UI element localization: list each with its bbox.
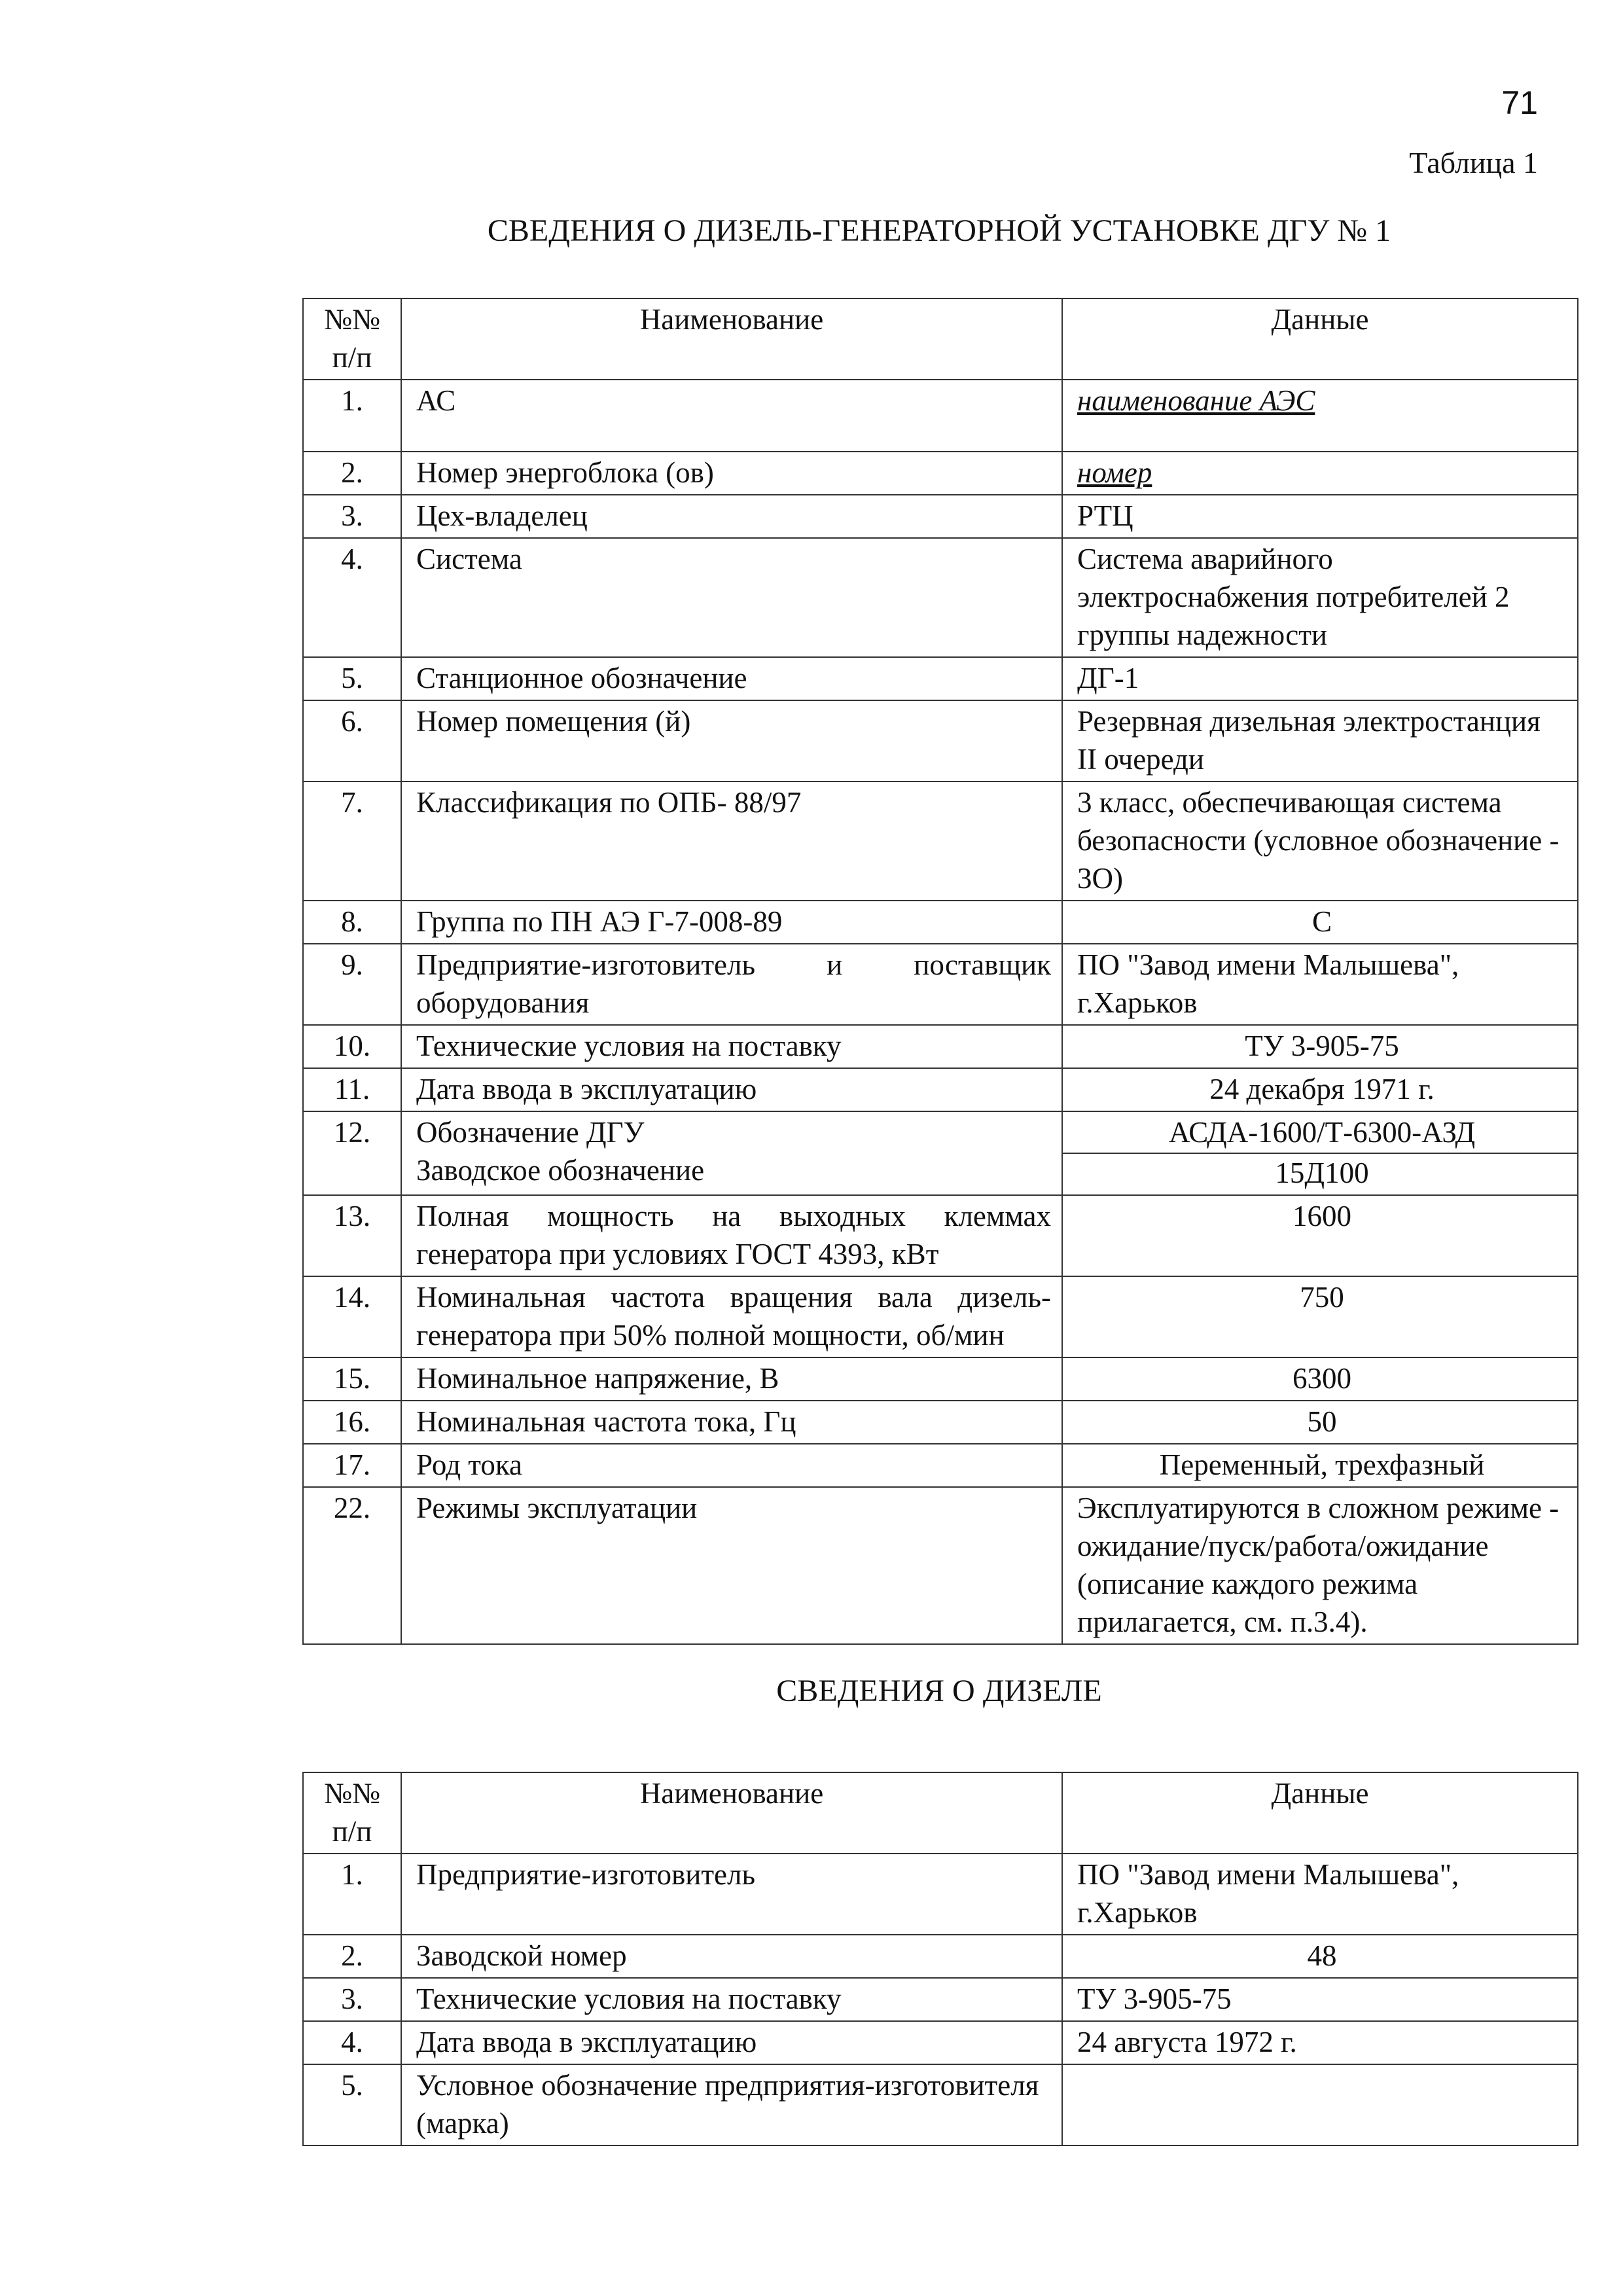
row-data: Эксплуатируются в сложном режиме - ожидание/пуск/работа/ожидание (описание каждого режима прилагается, см. п.3.4).	[1062, 1487, 1578, 1644]
table-row	[303, 657, 1578, 700]
row-name: Полная мощность на выходных клеммах генератора при условиях ГОСТ 4393, кВт	[401, 1195, 1062, 1276]
row-data: Система аварийного электроснабжения потребителей 2 группы надежности	[1062, 538, 1578, 657]
table-row	[303, 700, 1578, 781]
row-name: Дата ввода в эксплуатацию	[401, 1068, 1062, 1111]
header-data: Данные	[1062, 1772, 1578, 1854]
table-row	[303, 1935, 1578, 1978]
row-data: Переменный, трехфазный	[1062, 1444, 1578, 1487]
row-num: 5.	[303, 657, 401, 700]
row-data-line2: 15Д100	[1063, 1153, 1577, 1192]
table-row	[303, 380, 1578, 452]
row-name: Цех-владелец	[401, 495, 1062, 538]
row-num: 3.	[303, 495, 401, 538]
row-num: 4.	[303, 538, 401, 657]
table-header-row	[303, 298, 1578, 380]
row-num: 12.	[303, 1111, 401, 1195]
row-num: 10.	[303, 1025, 401, 1068]
row-name: Предприятие-изготовитель	[401, 1854, 1062, 1935]
diesel-info-table	[302, 1772, 1578, 2146]
row-name: Технические условия на поставку	[401, 1025, 1062, 1068]
row-num: 1.	[303, 1854, 401, 1935]
row-data	[1062, 2064, 1578, 2145]
header-name: Наименование	[401, 1772, 1062, 1854]
table-row	[303, 1111, 1578, 1195]
row-data: ТУ 3-905-75	[1062, 1978, 1578, 2021]
table-caption: Таблица 1	[1409, 146, 1538, 179]
table-row	[303, 538, 1578, 657]
table-row	[303, 1068, 1578, 1111]
row-name	[401, 1111, 1062, 1195]
row-data: 1600	[1062, 1195, 1578, 1276]
table-header-row	[303, 1772, 1578, 1854]
row-num: 14.	[303, 1276, 401, 1357]
row-name: Род тока	[401, 1444, 1062, 1487]
section-title-diesel: СВЕДЕНИЯ О ДИЗЕЛЕ	[776, 1674, 1102, 1708]
table-row	[303, 2021, 1578, 2064]
row-num: 15.	[303, 1357, 401, 1401]
row-data: 50	[1062, 1401, 1578, 1444]
row-num: 8.	[303, 901, 401, 944]
table-row	[303, 1195, 1578, 1276]
row-name: Дата ввода в эксплуатацию	[401, 2021, 1062, 2064]
row-data-text: номер	[1077, 456, 1152, 489]
dgu-info-table	[302, 298, 1578, 1645]
table-row	[303, 1487, 1578, 1644]
row-name: АС	[401, 380, 1062, 452]
section-title-dgu: СВЕДЕНИЯ О ДИЗЕЛЬ-ГЕНЕРАТОРНОЙ УСТАНОВКЕ ДГУ № 1	[487, 213, 1391, 248]
table-row	[303, 2064, 1578, 2145]
row-data: ДГ-1	[1062, 657, 1578, 700]
row-name: Заводской номер	[401, 1935, 1062, 1978]
row-num: 9.	[303, 944, 401, 1025]
row-name: Номинальное напряжение, В	[401, 1357, 1062, 1401]
row-num: 13.	[303, 1195, 401, 1276]
row-num: 6.	[303, 700, 401, 781]
row-name: Станционное обозначение	[401, 657, 1062, 700]
table-row	[303, 781, 1578, 901]
row-name: Технические условия на поставку	[401, 1978, 1062, 2021]
row-data: 24 декабря 1971 г.	[1062, 1068, 1578, 1111]
row-num: 3.	[303, 1978, 401, 2021]
row-num: 4.	[303, 2021, 401, 2064]
row-data: ТУ 3-905-75	[1062, 1025, 1578, 1068]
row-name: Классификация по ОПБ- 88/97	[401, 781, 1062, 901]
table-row	[303, 944, 1578, 1025]
row-num: 17.	[303, 1444, 401, 1487]
header-data: Данные	[1062, 298, 1578, 380]
row-data: 48	[1062, 1935, 1578, 1978]
row-num: 7.	[303, 781, 401, 901]
table-row	[303, 1978, 1578, 2021]
table-row	[303, 1444, 1578, 1487]
header-num: №№ п/п	[303, 1772, 401, 1854]
row-num: 11.	[303, 1068, 401, 1111]
table-row	[303, 1276, 1578, 1357]
row-num: 1.	[303, 380, 401, 452]
row-num: 5.	[303, 2064, 401, 2145]
row-data: 6300	[1062, 1357, 1578, 1401]
header-name: Наименование	[401, 298, 1062, 380]
row-data: Резервная дизельная электростанция II очереди	[1062, 700, 1578, 781]
row-num: 16.	[303, 1401, 401, 1444]
row-num: 2.	[303, 452, 401, 495]
row-data: ПО "Завод имени Малышева", г.Харьков	[1062, 944, 1578, 1025]
row-data	[1062, 380, 1578, 452]
table-row	[303, 452, 1578, 495]
row-name: Режимы эксплуатации	[401, 1487, 1062, 1644]
row-data: РТЦ	[1062, 495, 1578, 538]
row-name: Система	[401, 538, 1062, 657]
table-row	[303, 495, 1578, 538]
table-row	[303, 1357, 1578, 1401]
row-name: Номинальная частота вращения вала дизель-генератора при 50% полной мощности, об/мин	[401, 1276, 1062, 1357]
row-data	[1062, 452, 1578, 495]
row-data: ПО "Завод имени Малышева", г.Харьков	[1062, 1854, 1578, 1935]
row-name: Группа по ПН АЭ Г-7-008-89	[401, 901, 1062, 944]
page-number: 71	[1501, 84, 1538, 121]
table-row	[303, 1025, 1578, 1068]
row-data	[1062, 1111, 1578, 1195]
row-data-line1: АСДА-1600/Т-6300-АЗД	[1168, 1116, 1476, 1149]
table-row	[303, 1401, 1578, 1444]
row-name: Предприятие-изготовитель и поставщик оборудования	[401, 944, 1062, 1025]
row-data: 3 класс, обеспечивающая система безопасности (условное обозначение - 3О)	[1062, 781, 1578, 901]
row-num: 2.	[303, 1935, 401, 1978]
row-data-text: наименование АЭС	[1077, 384, 1315, 417]
row-name: Номер энергоблока (ов)	[401, 452, 1062, 495]
row-name: Условное обозначение предприятия-изготовителя (марка)	[401, 2064, 1062, 2145]
row-name-line1: Обозначение ДГУ	[416, 1116, 645, 1149]
row-data: С	[1062, 901, 1578, 944]
table-row	[303, 1854, 1578, 1935]
row-num: 22.	[303, 1487, 401, 1644]
row-name-line2: Заводское обозначение	[416, 1154, 705, 1187]
row-data: 24 августа 1972 г.	[1062, 2021, 1578, 2064]
row-name: Номер помещения (й)	[401, 700, 1062, 781]
header-num: №№ п/п	[303, 298, 401, 380]
row-data: 750	[1062, 1276, 1578, 1357]
row-name: Номинальная частота тока, Гц	[401, 1401, 1062, 1444]
table-row	[303, 901, 1578, 944]
